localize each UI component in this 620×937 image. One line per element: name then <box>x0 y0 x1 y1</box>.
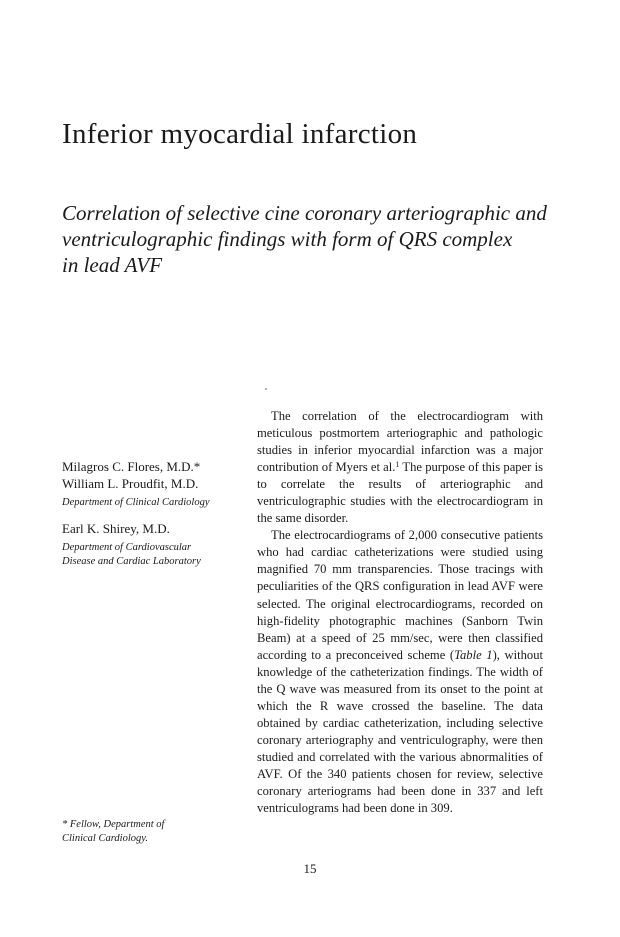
subtitle-line: Correlation of selective cine coronary arteriographic and <box>62 201 547 225</box>
footnote-line: Clinical Cardiology. <box>62 833 148 844</box>
author-affiliation: Department of Cardiovascular <box>62 542 192 553</box>
author-name: Milagros C. Flores, M.D.* <box>62 459 201 474</box>
table-reference: Table 1 <box>454 647 493 662</box>
article-subtitle <box>62 200 547 278</box>
author-name: William L. Proudfit, M.D. <box>62 476 199 491</box>
article-title: Inferior myocardial infarction <box>62 118 418 150</box>
body-text <box>257 408 543 817</box>
subtitle-line: ventriculographic findings with form of QRS complex <box>62 227 513 251</box>
subtitle-line: in lead AVF <box>62 253 163 277</box>
reference-marker: 1 <box>395 460 400 470</box>
print-speck <box>265 388 267 390</box>
author-affiliation: Disease and Cardiac Laboratory <box>62 556 201 567</box>
paragraph: The electrocardiograms of 2,000 consecutive patients who had cardiac catheterizations were studied using magnified 70 mm transparencies. Those tracings with peculiarities of the QRS configuration in lead AVF were selected. The original electrocardiograms, recorded on high-fidelity photographic machines (Sanborn Twin Beam) at a speed of 25 mm/sec, were then classified according to a preconceived scheme (Table 1), without knowledge of the catheterization findings. The width of the Q wave was measured from its onset to the point at which the R wave crossed the baseline. The data obtained by cardiac catheterization, including selective coronary arteriography and ventriculography, were then studied and correlated with the various abnormalities of AVF. Of the 340 patients chosen for review, selective coronary arteriograms had been done in 337 and left ventriculograms had been done in 309. <box>257 528 543 816</box>
footnote <box>62 818 242 846</box>
author-block <box>62 458 242 569</box>
author-affiliation: Department of Clinical Cardiology <box>62 497 210 508</box>
author-name: Earl K. Shirey, M.D. <box>62 521 170 536</box>
paragraph: The correlation of the electrocardiogram with meticulous postmortem arteriographic and pathologic studies in inferior myocardial infarction was a major contribution of Myers et al.$^1$ The purpose of this paper is to correlate the results of arteriographic and ventriculographic studies with the electrocardiogram in the same disorder. <box>257 409 543 526</box>
footnote-line: * Fellow, Department of <box>62 819 165 830</box>
page-number: 15 <box>303 861 317 876</box>
